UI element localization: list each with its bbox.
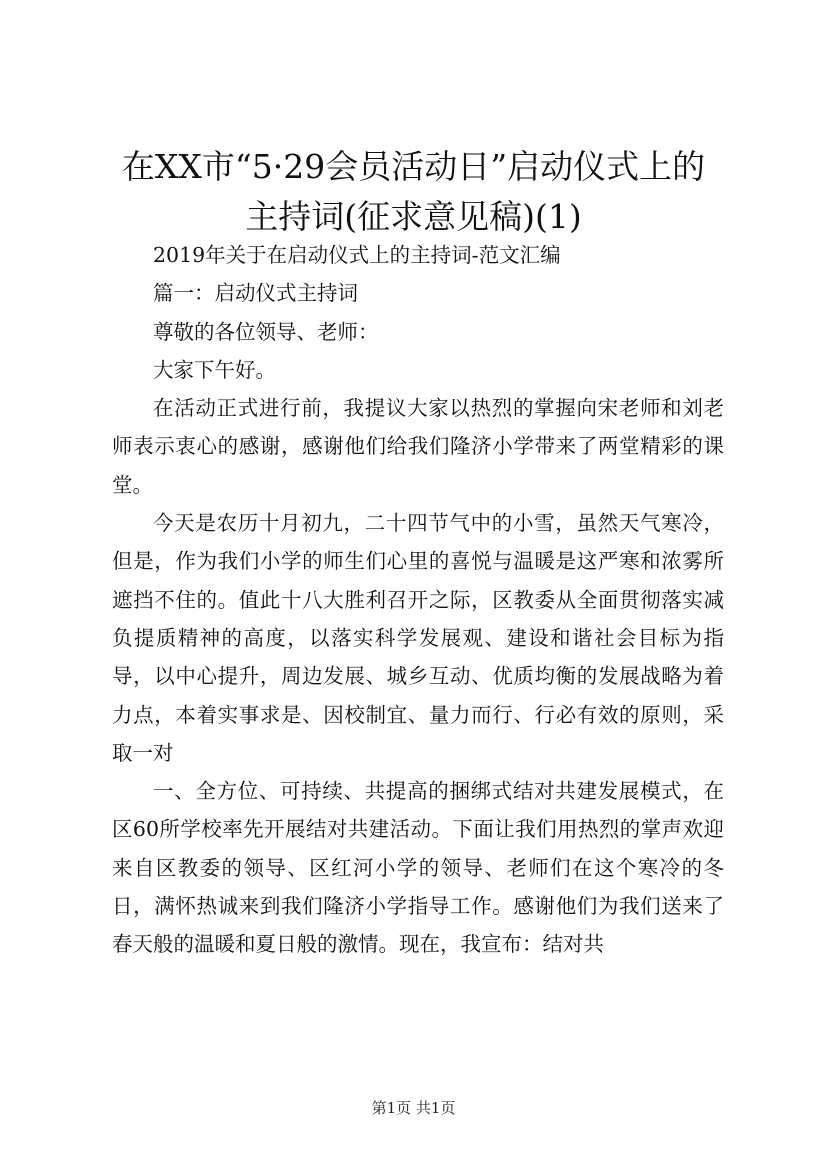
paragraph-thanks: 在活动正式进行前，我提议大家以热烈的掌握向宋老师和刘老师表示衷心的感谢，感谢他们给我们隆济小学带来了两堂精彩的课堂。 [112,396,724,497]
paragraph-section-heading: 篇一：启动仪式主持词 [153,281,358,306]
title-line-1: 在XX市“5·29会员活动日”启动仪式上的 [121,147,706,186]
title-line-2: 主持词(征求意见稿)(1) [245,197,582,236]
paragraph-announcement: 一、全方位、可持续、共提高的捆绑式结对共建发展模式，在区60所学校率先开展结对共建活动。下面让我们用热烈的掌声欢迎来自区教委的领导、区红河小学的领导、老师们在这个寒冷的冬日，满怀热诚来到我们隆济小学指导工作。感谢他们为我们送来了春天般的温暖和夏日般的激情。现在，我宣布：结对共 [112,779,724,957]
paragraph-salutation: 尊敬的各位领导、老师： [153,319,379,344]
document-body [112,236,724,964]
paragraph-greeting: 大家下午好。 [153,357,276,382]
paragraph-subtitle: 2019年关于在启动仪式上的主持词-范文汇编 [153,243,561,267]
document-title [60,142,767,242]
page-footer: 第1页 共1页 [371,1099,456,1117]
paragraph-background: 今天是农历十月初九，二十四节气中的小雪，虽然天气寒冷，但是，作为我们小学的师生们心里的喜悦与温暖是这严寒和浓雾所遮挡不住的。值此十八大胜利召开之际，区教委从全面贯彻落实减负提质精神的高度，以落实科学发展观、建设和谐社会目标为指导，以中心提升，周边发展、城乡互动、优质均衡的发展战略为着力点，本着实事求是、因校制宜、量力而行、行必有效的原则，采取一对 [112,511,724,765]
